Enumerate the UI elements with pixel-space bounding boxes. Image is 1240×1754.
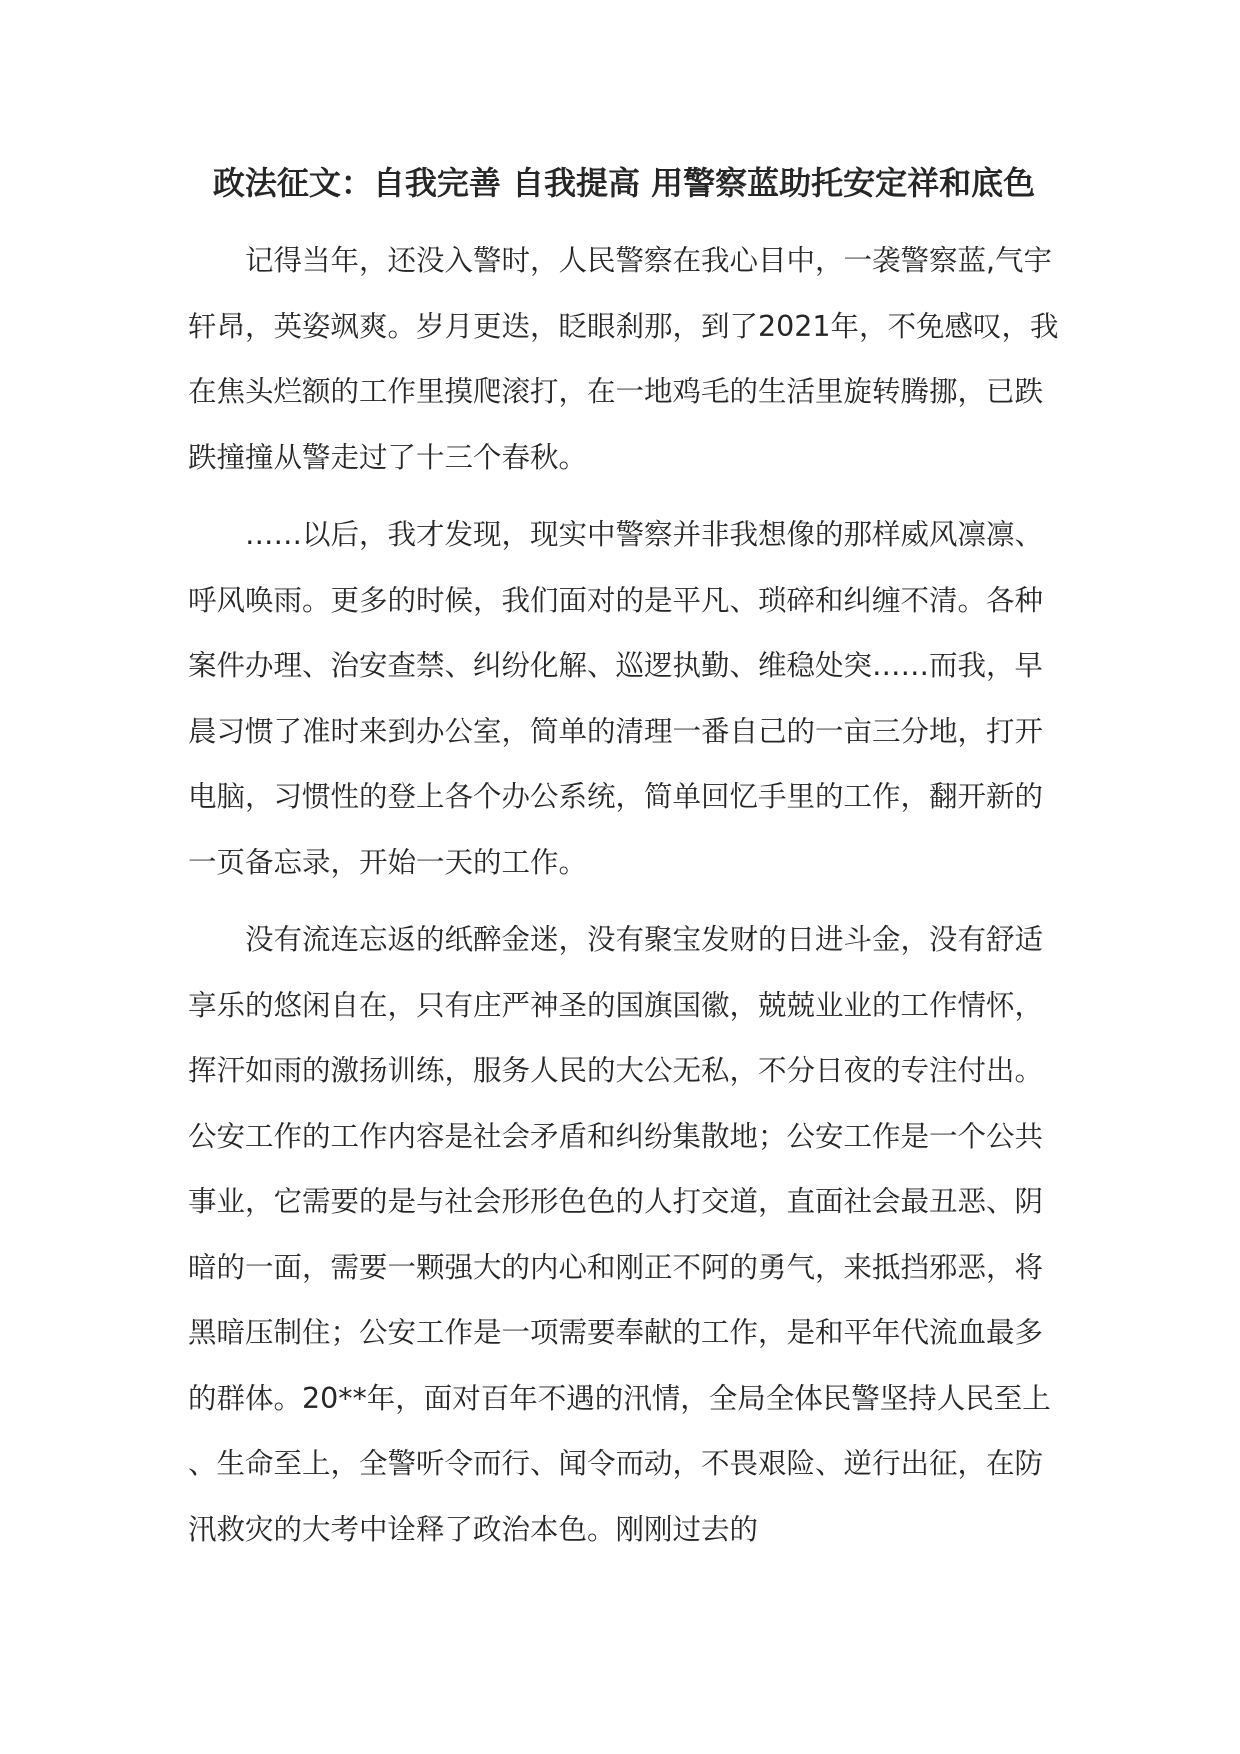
document-title: 政法征文：自我完善 自我提高 用警察蓝助托安定祥和底色 [212, 164, 1036, 202]
paragraph-1: 记得当年，还没入警时，人民警察在我心目中，一袭警察蓝,气宇轩昂，英姿飒爽。岁月更迭，眨眼刹那，到了2021年，不免感叹，我在焦头烂额的工作里摸爬滚打，在一地鸡毛的生活里旋转腾挪，已跌跌撞撞从警走过了十三个春秋。 [188, 244, 1059, 474]
paragraph-3: 没有流连忘返的纸醉金迷，没有聚宝发财的日进斗金，没有舒适享乐的悠闲自在，只有庄严神圣的国旗国徽，兢兢业业的工作情怀，挥汗如雨的激扬训练，服务人民的大公无私，不分日夜的专注付出。公安工作的工作内容是社会矛盾和纠纷集散地；公安工作是一个公共事业，它需要的是与社会形形色色的人打交道，直面社会最丑恶、阴暗的一面，需要一颗强大的内心和刚正不阿的勇气，来抵挡邪恶，将黑暗压制住；公安工作是一项需要奉献的工作，是和平年代流血最多的群体。20**年，面对百年不遇的汛情，全局全体民警坚持人民至上、生命至上，全警听令而行、闻令而动，不畏艰险、逆行出征，在防汛救灾的大考中诠释了政治本色。刚刚过去的 [188, 923, 1051, 1546]
paragraph-2: ……以后，我才发现，现实中警察并非我想像的那样威风凛凛、呼风唤雨。更多的时候，我们面对的是平凡、琐碎和纠缠不清。各种案件办理、治安查禁、纠纷化解、巡逻执勤、维稳处突……而我，早晨习惯了准时来到办公室，简单的清理一番自己的一亩三分地，打开电脑，习惯性的登上各个办公系统，简单回忆手里的工作，翻开新的一页备忘录，开始一天的工作。 [188, 518, 1044, 879]
document-page [188, 150, 1060, 1562]
title-spacing [188, 216, 1060, 228]
